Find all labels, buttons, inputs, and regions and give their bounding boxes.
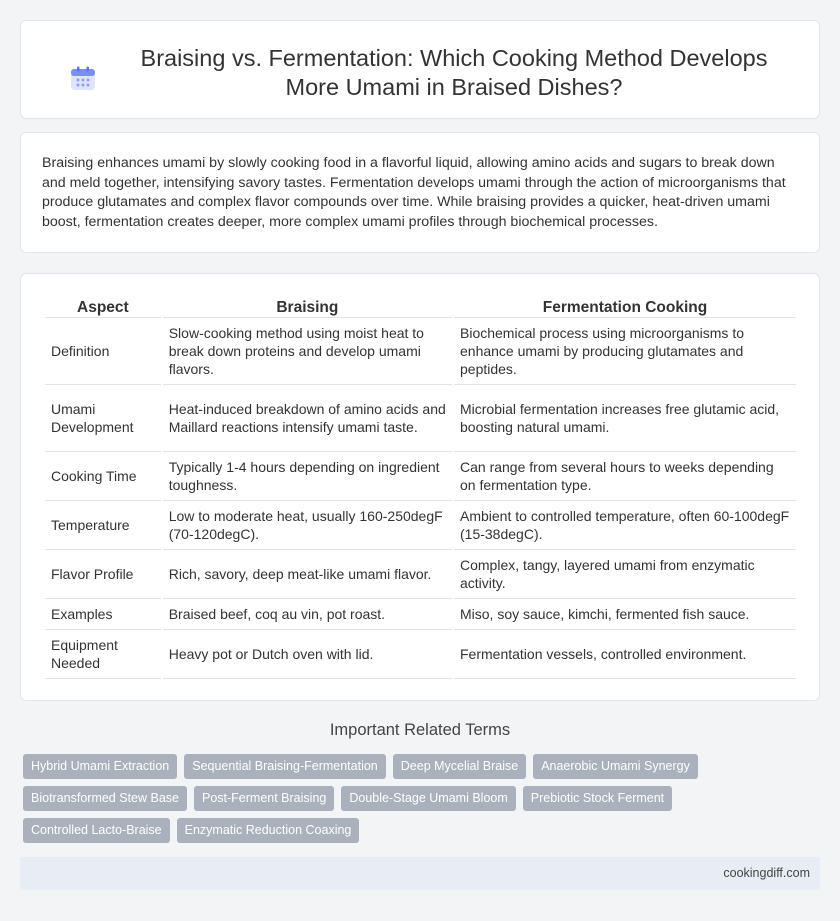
row-aspect: Umami Development: [45, 385, 161, 452]
row-aspect: Equipment Needed: [45, 630, 161, 679]
related-term-tag[interactable]: Anaerobic Umami Synergy: [533, 754, 698, 779]
related-term-tag[interactable]: Prebiotic Stock Ferment: [523, 786, 672, 811]
footer: [20, 857, 820, 890]
table-row: [45, 501, 796, 550]
page-title: Braising vs. Fermentation: Which Cooking Method Develops More Umami in Braised Dishes?: [140, 45, 768, 100]
footer-site-link[interactable]: cookingdiff.com: [723, 866, 810, 880]
table-row: [45, 385, 796, 452]
row-braising: Heavy pot or Dutch oven with lid.: [163, 630, 452, 679]
row-fermentation: Can range from several hours to weeks depending on fermentation type.: [454, 452, 796, 501]
table-row: [45, 599, 796, 630]
related-term-tag[interactable]: Sequential Braising-Fermentation: [184, 754, 386, 779]
row-braising: Slow-cooking method using moist heat to break down proteins and develop umami flavors.: [163, 318, 452, 385]
row-fermentation: Fermentation vessels, controlled environment.: [454, 630, 796, 679]
header-aspect: Aspect: [45, 295, 161, 318]
related-term-tag[interactable]: Controlled Lacto-Braise: [23, 818, 170, 843]
intro-card: [20, 132, 820, 253]
header-fermentation: Fermentation Cooking: [454, 295, 796, 318]
intro-paragraph: Braising enhances umami by slowly cooking food in a flavorful liquid, allowing amino acids and sugars to break down and meld together, intensifying savory tastes. Fermentation develops umami through the action of microorganisms that produce glutamates and complex flavor compounds over time. While braising provides a quicker, heat-driven umami boost, fermentation creates deeper, more complex umami profiles through biochemical processes.: [42, 155, 786, 230]
table-row: [45, 550, 796, 599]
row-fermentation: Ambient to controlled temperature, often 60-100degF (15-38degC).: [454, 501, 796, 550]
title-card: [20, 20, 820, 119]
related-term-tag[interactable]: Double-Stage Umami Bloom: [341, 786, 515, 811]
related-term-tag[interactable]: Deep Mycelial Braise: [393, 754, 526, 779]
table-row: [45, 318, 796, 385]
row-braising: Low to moderate heat, usually 160-250degF (70-120degC).: [163, 501, 452, 550]
row-aspect: Definition: [45, 318, 161, 385]
table-header-row: [45, 295, 796, 318]
row-aspect: Flavor Profile: [45, 550, 161, 599]
calendar-icon: [69, 66, 97, 92]
header-braising: Braising: [163, 295, 452, 318]
related-term-tag[interactable]: Biotransformed Stew Base: [23, 786, 187, 811]
row-braising: Rich, savory, deep meat-like umami flavor.: [163, 550, 452, 599]
comparison-card: [20, 273, 820, 701]
row-fermentation: Biochemical process using microorganisms to enhance umami by producing glutamates and peptides.: [454, 318, 796, 385]
related-terms-heading: Important Related Terms: [329, 721, 511, 739]
row-aspect: Temperature: [45, 501, 161, 550]
related-term-tag[interactable]: Enzymatic Reduction Coaxing: [177, 818, 360, 843]
row-aspect: Examples: [45, 599, 161, 630]
related-term-tag[interactable]: Post-Ferment Braising: [194, 786, 334, 811]
row-braising: Heat-induced breakdown of amino acids and Maillard reactions intensify umami taste.: [163, 385, 452, 452]
related-terms-list: [23, 754, 813, 843]
row-braising: Typically 1-4 hours depending on ingredient toughness.: [163, 452, 452, 501]
row-braising: Braised beef, coq au vin, pot roast.: [163, 599, 452, 630]
table-row: [45, 452, 796, 501]
row-fermentation: Miso, soy sauce, kimchi, fermented fish sauce.: [454, 599, 796, 630]
related-term-tag[interactable]: Hybrid Umami Extraction: [23, 754, 177, 779]
table-row: [45, 630, 796, 679]
row-fermentation: Microbial fermentation increases free glutamic acid, boosting natural umami.: [454, 385, 796, 452]
row-fermentation: Complex, tangy, layered umami from enzymatic activity.: [454, 550, 796, 599]
row-aspect: Cooking Time: [45, 452, 161, 501]
comparison-table: [43, 295, 798, 679]
